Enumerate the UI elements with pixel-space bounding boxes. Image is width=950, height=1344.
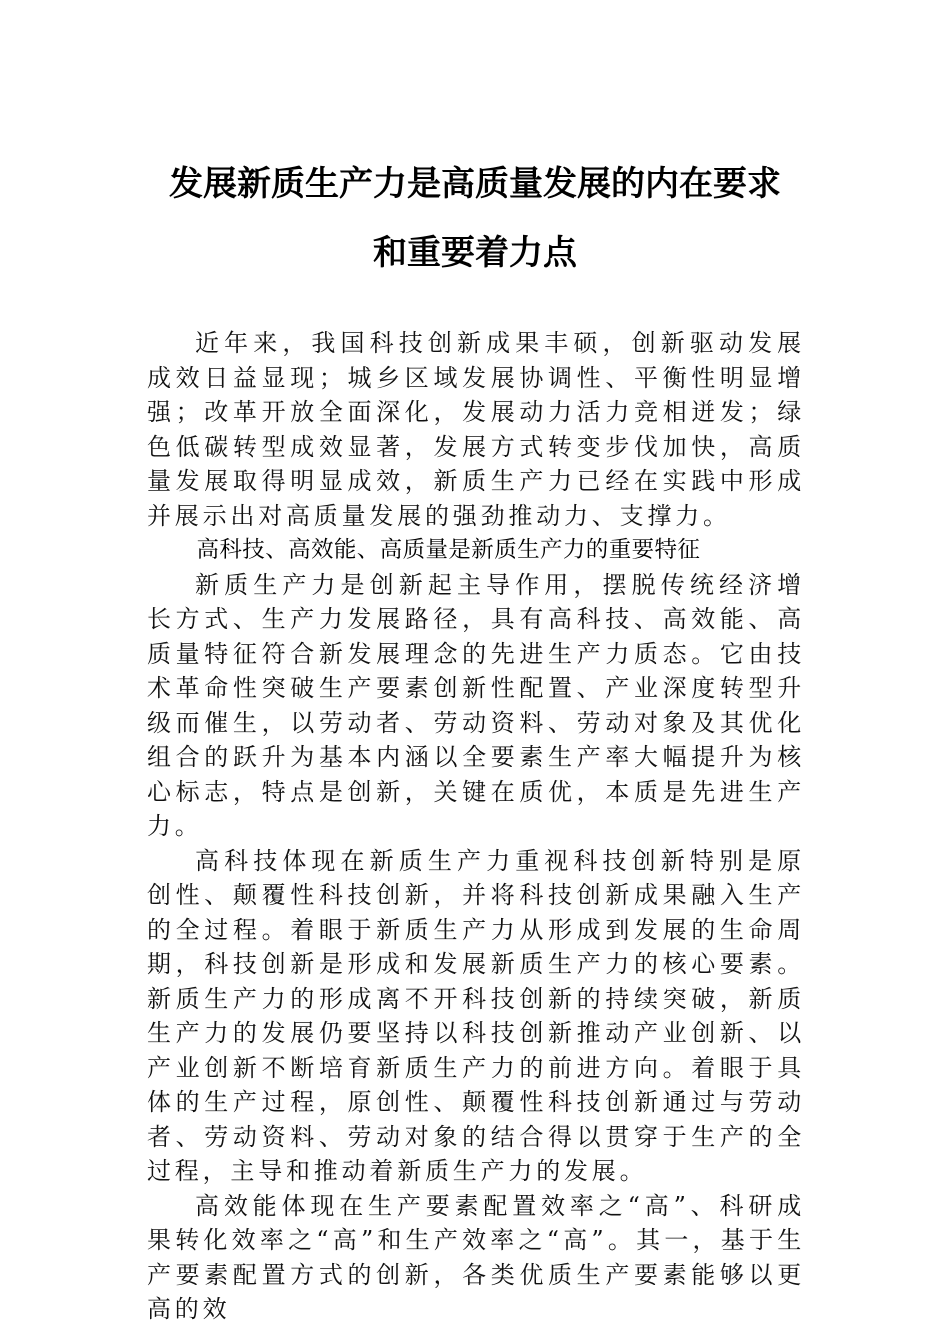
document-body — [147, 326, 805, 1327]
paragraph-definition: 新质生产力是创新起主导作用，摆脱传统经济增长方式、生产力发展路径，具有高科技、高效能、高质量特征符合新发展理念的先进生产力质态。它由技术革命性突破生产要素创新性配置、产业深度转型升级而催生，以劳动者、劳动资料、劳动对象及其优化组合的跃升为基本内涵以全要素生产率大幅提升为核心标志，特点是创新，关键在质优，本质是先进生产力。 — [147, 570, 805, 840]
paragraph-high-efficiency: 高效能体现在生产要素配置效率之“高”、科研成果转化效率之“高”和生产效率之“高”。其一，基于生产要素配置方式的创新，各类优质生产要素能够以更高的效 — [147, 1191, 805, 1323]
document-title-line-1: 发展新质生产力是高质量发展的内在要求 — [169, 164, 781, 204]
paragraph-intro: 近年来，我国科技创新成果丰硕，创新驱动发展成效日益显现；城乡区域发展协调性、平衡性明显增强；改革开放全面深化，发展动力活力竞相迸发；绿色低碳转型成效显著，发展方式转变步伐加快，高质量发展取得明显成效，新质生产力已经在实践中形成并展示出对高质量发展的强劲推动力、支撑力。 — [147, 329, 805, 530]
document-title-line-2: 和重要着力点 — [373, 233, 577, 273]
paragraph-high-tech: 高科技体现在新质生产力重视科技创新特别是原创性、颠覆性科技创新，并将科技创新成果融入生产的全过程。着眼于新质生产力从形成到发展的生命周期，科技创新是形成和发展新质生产力的核心要素。新质生产力的形成离不开科技创新的持续突破，新质生产力的发展仍要坚持以科技创新推动产业创新、以产业创新不断培育新质生产力的前进方向。着眼于具体的生产过程，原创性、颠覆性科技创新通过与劳动者、劳动资料、劳动对象的结合得以贯穿于生产的全过程，主导和推动着新质生产力的发展。 — [147, 846, 805, 1185]
section-heading: 高科技、高效能、高质量是新质生产力的重要特征 — [196, 537, 701, 563]
